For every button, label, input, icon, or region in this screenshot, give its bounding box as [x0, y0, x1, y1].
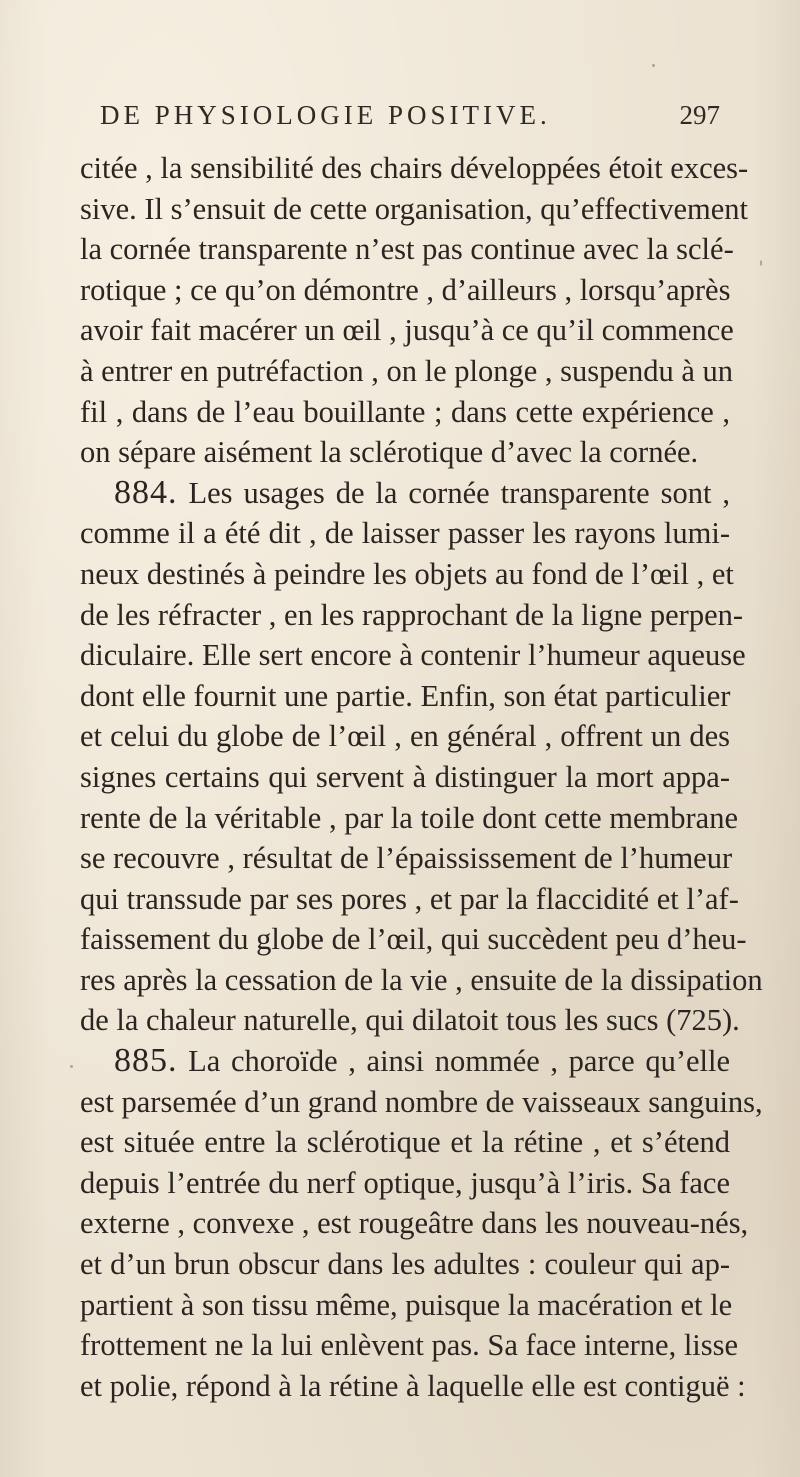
text-line: de la chaleur naturelle, qui dilatoit tous les sucs (725). [80, 1003, 740, 1038]
text-line: à entrer en putréfaction , on le plonge , suspendu à un [80, 353, 733, 388]
text-line: et celui du globe de l’œil , en général , offrent un des [80, 719, 730, 754]
text-line: frottement ne la lui enlèvent pas. Sa face interne, lisse [80, 1328, 739, 1363]
text-line: faissement du globe de l’œil, qui succèdent peu d’heu- [80, 922, 747, 957]
text-line: rotique ; ce qu’on démontre , d’ailleurs , lorsqu’après [80, 272, 731, 307]
text-line: et d’un brun obscur dans les adultes : couleur qui ap- [80, 1247, 730, 1282]
text-line: diculaire. Elle sert encore à contenir l’humeur aqueuse [80, 638, 746, 673]
text-line: sive. Il s’ensuit de cette organisation, qu’effectivement [80, 191, 748, 226]
body-text [80, 148, 763, 1406]
paper-speck [652, 64, 655, 67]
text-line: externe , convexe , est rougeâtre dans les nouveau-nés, [80, 1206, 749, 1241]
paragraph-884-first-line [80, 473, 730, 514]
text-line: est située entre la sclérotique et la rétine , et s’étend [80, 1125, 730, 1160]
text-line: signes certains qui servent à distinguer la mort appa- [80, 759, 730, 794]
paper-speck [70, 1065, 73, 1068]
text-line: de les réfracter , en les rapprochant de la ligne perpen- [80, 597, 744, 632]
text-line: comme il a été dit , de laisser passer les rayons lumi- [80, 516, 730, 551]
text-line: rente de la véritable , par la toile dont cette membrane [80, 800, 738, 835]
text-line: res après la cessation de la vie , ensuite de la dissipation [80, 962, 763, 997]
text-line: dont elle fournit une partie. Enfin, son état particulier [80, 678, 731, 713]
text-line: on sépare aisément la sclérotique d’avec la cornée. [80, 435, 699, 470]
paragraph-number-885: 885. [114, 1042, 178, 1080]
paper-speck [760, 260, 762, 266]
text-line: qui transsude par ses pores , et par la flaccidité et l’af- [80, 881, 739, 916]
text-line: neux destinés à peindre les objets au fond de l’œil , et [80, 556, 734, 591]
paragraph-885-first-line [80, 1041, 730, 1082]
text-line: partient à son tissu même, puisque la macération et le [80, 1287, 733, 1322]
running-title: DE PHYSIOLOGIE POSITIVE. [100, 100, 551, 130]
text-line: est parsemée d’un grand nombre de vaisseaux sanguins, [80, 1084, 763, 1119]
text-line: avoir fait macérer un œil , jusqu’à ce qu’il commence [80, 313, 734, 348]
text-line: citée , la sensibilité des chairs développées étoit exces- [80, 151, 749, 185]
text-line: depuis l’entrée du nerf optique, jusqu’à l’iris. Sa face [80, 1165, 730, 1200]
text-line: fil , dans de l’eau bouillante ; dans cette expérience , [80, 394, 730, 429]
text-line: Les usages de la cornée transparente sont , [188, 475, 731, 510]
text-line: la cornée transparente n’est pas continue avec la sclé- [80, 232, 734, 267]
text-line: et polie, répond à la rétine à laquelle elle est contiguë : [80, 1368, 746, 1403]
text-line: La choroïde , ainsi nommée , parce qu’elle [188, 1044, 731, 1079]
running-head [100, 100, 720, 140]
paragraph-number-884: 884. [114, 473, 178, 511]
page-number: 297 [679, 100, 720, 130]
text-line: se recouvre , résultat de l’épaississement de l’humeur [80, 841, 733, 876]
